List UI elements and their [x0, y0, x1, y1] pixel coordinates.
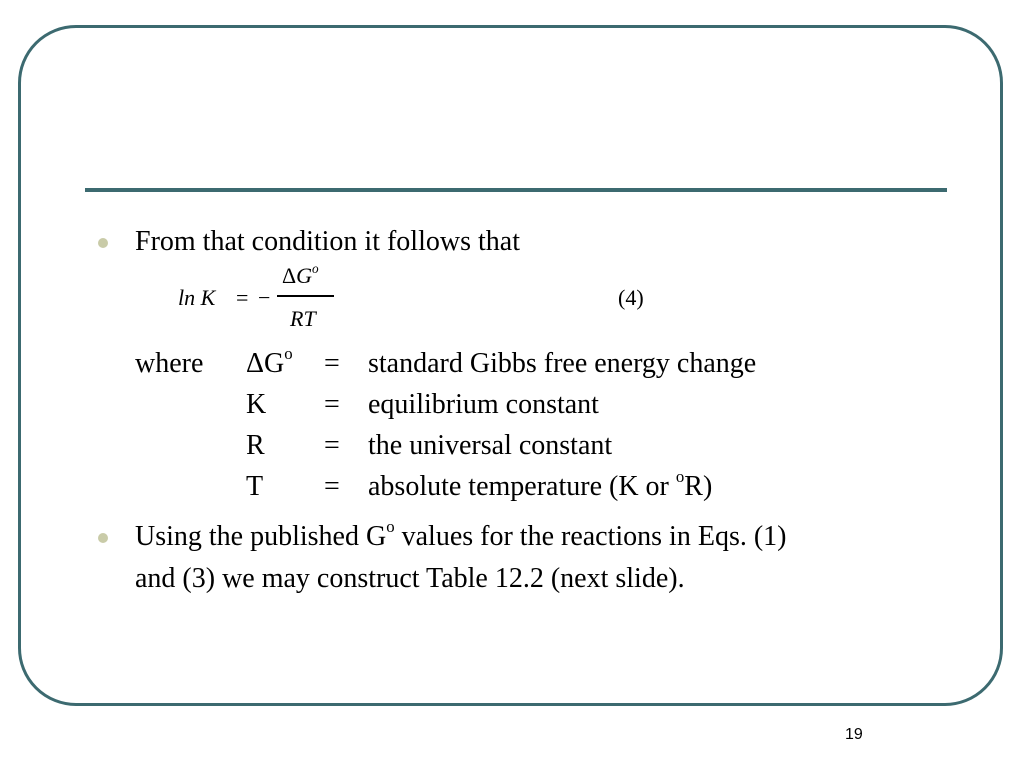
equation-numerator	[282, 260, 319, 289]
definition-description: equilibrium constant	[368, 389, 599, 420]
equation-denominator: RT	[290, 306, 316, 331]
definition-description: the universal constant	[368, 430, 613, 461]
fraction-bar	[277, 295, 334, 297]
numerator-delta: Δ	[282, 263, 297, 288]
page-number: 19	[845, 726, 863, 743]
bullet-text: From that condition it follows that	[135, 226, 520, 257]
bullet-text: Using the published $G^o$ values for the reactions in Eqs. (1)	[135, 517, 787, 552]
equation-equals: =	[236, 285, 249, 310]
definition-description: absolute temperature (K or $^o$R)	[368, 467, 713, 502]
definition-symbol: $\Delta G^o$	[246, 344, 293, 379]
numerator-g: G	[296, 263, 313, 288]
bullet-marker	[98, 533, 108, 543]
definition-symbol: K	[246, 389, 267, 420]
definition-symbol: R	[246, 430, 265, 461]
definition-equals: =	[324, 389, 340, 420]
bullet-text-continuation: and (3) we may construct Table 12.2 (next slide).	[135, 563, 685, 594]
definition-description: standard Gibbs free energy change	[368, 348, 757, 379]
equation-minus: −	[258, 285, 271, 310]
bullet-marker	[98, 238, 108, 248]
definition-equals: =	[324, 348, 340, 379]
numerator-sup: o	[312, 260, 319, 276]
title-divider	[85, 188, 947, 192]
definition-equals: =	[324, 430, 340, 461]
equation-lhs: ln K	[178, 285, 216, 310]
equation-number: (4)	[618, 285, 644, 310]
definition-equals: =	[324, 471, 340, 502]
definition-symbol: T	[246, 471, 264, 502]
where-label: where	[135, 348, 204, 379]
